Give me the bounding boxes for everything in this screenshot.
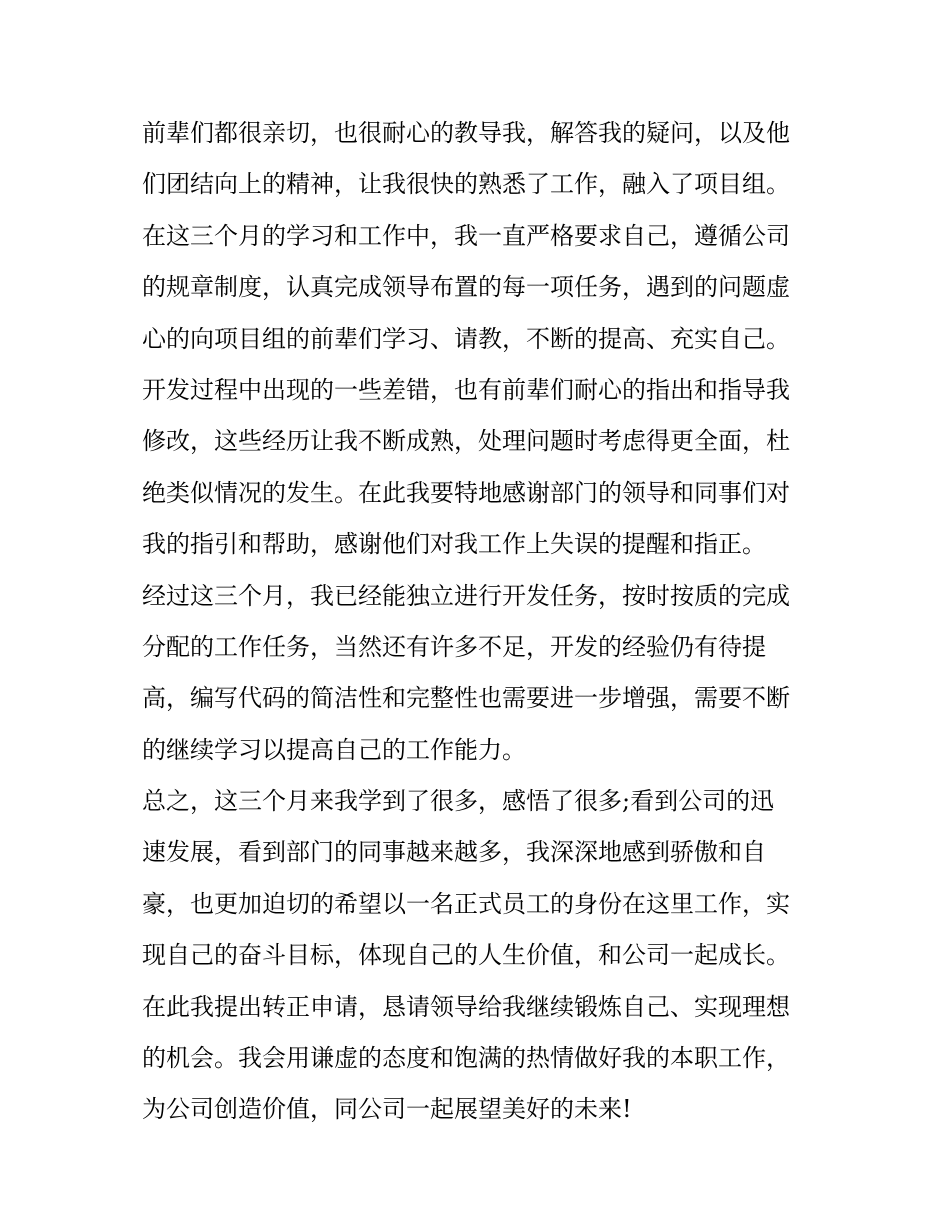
text-line: 为公司创造价值，同公司一起展望美好的未来! (142, 1095, 632, 1124)
text-line: 们团结向上的精神，让我很快的熟悉了工作，融入了项目组。 (142, 170, 790, 199)
text-line: 我的指引和帮助，感谢他们对我工作上失误的提醒和指正。 (142, 530, 766, 559)
body-text (142, 108, 822, 1136)
text-line: 在这三个月的学习和工作中，我一直严格要求自己，遵循公司 (142, 221, 790, 250)
text-line: 的规章制度，认真完成领导布置的每一项任务，遇到的问题虚 (142, 273, 790, 302)
text-line: 修改，这些经历让我不断成熟，处理问题时考虑得更全面，杜 (142, 427, 790, 456)
text-line: 经过这三个月，我已经能独立进行开发任务，按时按质的完成 (142, 581, 790, 610)
text-line: 前辈们都很亲切，也很耐心的教导我，解答我的疑问，以及他 (142, 119, 790, 147)
text-line: 绝类似情况的发生。在此我要特地感谢部门的领导和同事们对 (142, 478, 790, 507)
text-line: 的继续学习以提高自己的工作能力。 (142, 735, 526, 764)
text-line: 的机会。我会用谦虚的态度和饱满的热情做好我的本职工作， (142, 1044, 790, 1073)
text-line: 豪，也更加迫切的希望以一名正式员工的身份在这里工作，实 (142, 889, 790, 918)
text-line: 分配的工作任务，当然还有许多不足，开发的经验仍有待提 (142, 632, 766, 661)
text-line: 现自己的奋斗目标，体现自己的人生价值，和公司一起成长。 (142, 941, 790, 970)
text-line: 心的向项目组的前辈们学习、请教，不断的提高、充实自己。 (142, 324, 790, 353)
text-line: 总之，这三个月来我学到了很多，感悟了很多;看到公司的迅 (142, 787, 775, 816)
text-line: 开发过程中出现的一些差错，也有前辈们耐心的指出和指导我 (142, 375, 790, 404)
text-line: 高，编写代码的简洁性和完整性也需要进一步增强，需要不断 (142, 684, 790, 713)
text-line: 速发展，看到部门的同事越来越多，我深深地感到骄傲和自 (142, 838, 766, 867)
text-line: 在此我提出转正申请，恳请领导给我继续锻炼自己、实现理想 (142, 992, 790, 1021)
